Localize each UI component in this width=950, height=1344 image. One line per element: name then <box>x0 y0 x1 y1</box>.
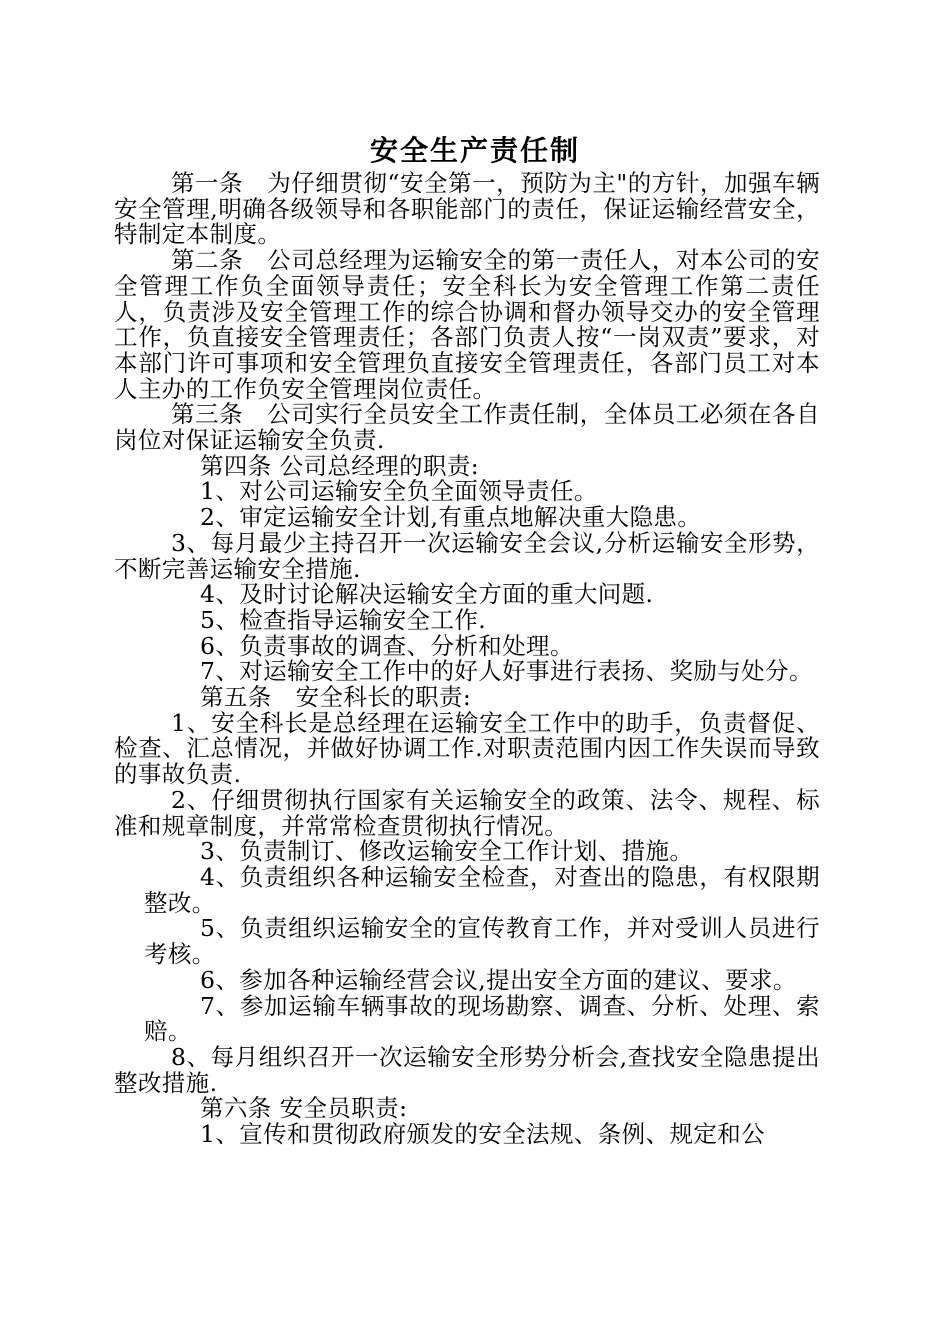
paragraph: 6、参加各种运输经营会议,提出安全方面的建议、要求。 <box>200 965 797 994</box>
paragraph: 第四条 公司总经理的职责: <box>200 451 480 480</box>
paragraph: 4、负责组织各种运输安全检查，对查出的隐患，有权限期整改。 <box>144 862 820 917</box>
paragraph: 7、对运输安全工作中的好人好事进行表扬、奖励与处分。 <box>200 657 813 686</box>
document-body <box>114 171 820 1148</box>
paragraph: 8、每月组织召开一次运输安全形势分析会,查找安全隐患提出整改措施. <box>114 1042 820 1097</box>
paragraph: 3、负责制订、修改运输安全工作计划、措施。 <box>200 837 694 866</box>
paragraph: 第三条 公司实行全员安全工作责任制，全体员工必须在各自岗位对保证运输安全负责. <box>114 400 820 455</box>
paragraph: 第二条 公司总经理为运输安全的第一责任人，对本公司的安全管理工作负全面领导责任；安全科长为安全管理工作第二责任人，负责涉及安全管理工作的综合协调和督办领导交办的安全管理工作，负直接安全管理责任；各部门负责人按“一岗双责”要求，对本部门许可事项和安全管理负直接安全管理责任，各部门员工对本人主办的工作负安全管理岗位责任。 <box>114 246 820 403</box>
paragraph: 1、安全科长是总经理在运输安全工作中的助手，负责督促、检查、汇总情况，并做好协调工作.对职责范围内因工作失误而导致的事故负责. <box>114 708 820 789</box>
paragraph: 7、参加运输车辆事故的现场勘察、调查、分析、处理、索赔。 <box>144 991 820 1046</box>
document-title: 安全生产责任制 <box>369 134 580 167</box>
paragraph: 1、宣传和贯彻政府颁发的安全法规、条例、规定和公 <box>200 1120 766 1149</box>
paragraph: 第五条 安全科长的职责: <box>200 683 472 712</box>
paragraph: 2、仔细贯彻执行国家有关运输安全的政策、法令、规程、标准和规章制度，并常常检查贯彻执行情况。 <box>114 785 820 840</box>
paragraph: 第一条 为仔细贯彻“安全第一，预防为主"的方针，加强车辆安全管理,明确各级领导和各职能部门的责任，保证运输经营安全，特制定本制度。 <box>114 169 820 249</box>
paragraph: 5、负责组织运输安全的宣传教育工作，并对受训人员进行考核。 <box>144 914 820 969</box>
paragraph: 第六条 安全员职责: <box>200 1094 408 1123</box>
paragraph: 3、每月最少主持召开一次运输安全会议,分析运输安全形势，不断完善运输安全措施. <box>114 528 820 583</box>
paragraph: 2、审定运输安全计划,有重点地解决重大隐患。 <box>200 503 702 532</box>
paragraph: 1、对公司运输安全负全面领导责任。 <box>200 477 598 506</box>
paragraph: 5、检查指导运输安全工作. <box>200 605 487 634</box>
paragraph: 6、负责事故的调查、分析和处理。 <box>200 631 574 660</box>
paragraph: 4、及时讨论解决运输安全方面的重大问题. <box>200 580 654 609</box>
